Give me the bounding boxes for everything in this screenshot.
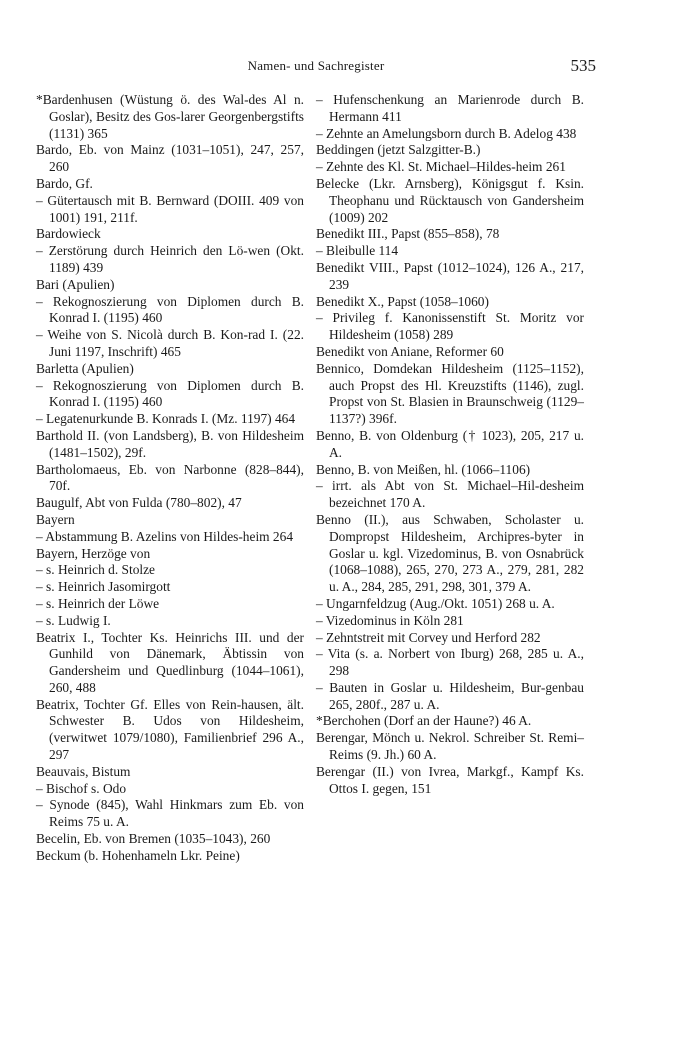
index-entry: Beatrix I., Tochter Ks. Heinrichs III. und der Gunhild von Dänemark, Äbtissin von Gandersheim und Quedlinburg (1044–1061), 260, 488	[36, 629, 304, 695]
index-entry: – s. Heinrich d. Stolze	[36, 562, 156, 578]
left-column	[36, 92, 304, 865]
index-entry: – Vizedominus in Köln 281	[316, 612, 464, 628]
index-entry: – Gütertausch mit B. Bernward (DOIII. 409 von 1001) 191, 211f.	[36, 192, 304, 225]
index-entry: Baugulf, Abt von Fulda (780–802), 47	[36, 495, 242, 511]
index-entry: Benno (II.), aus Schwaben, Scholaster u. Dompropst Hildesheim, Archipres-byter in Goslar u. kgl. Vizedominus, B. von Osnabrück (1068–1088), 265, 270, 273 A., 279, 281, 282 u. A., 284, 285, 291, 298, 301, 379 A.	[316, 511, 584, 595]
index-entry: Bennico, Domdekan Hildesheim (1125–1152), auch Propst des Hl. Kreuzstifts (1146), zugl. Propst von St. Blasien in Braunschweig (1129–1137?) 396f.	[316, 360, 584, 427]
index-entry: Benno, B. von Meißen, hl. (1066–1106)	[316, 461, 531, 477]
index-entry: – s. Ludwig I.	[36, 612, 111, 628]
index-entry: Bari (Apulien)	[36, 276, 115, 292]
index-entry: Berengar, Mönch u. Nekrol. Schreiber St. Remi–Reims (9. Jh.) 60 A.	[316, 730, 584, 763]
page-header	[36, 56, 596, 76]
index-entry: Bardowieck	[36, 226, 101, 242]
index-entry: Bayern, Herzöge von	[36, 545, 151, 561]
right-column	[316, 92, 584, 797]
index-entry: – Zehnte des Kl. St. Michael–Hildes-heim 261	[316, 159, 566, 175]
index-entry: Benedikt von Aniane, Reformer 60	[316, 343, 504, 359]
index-entry: – Abstammung B. Azelins von Hildes-heim 264	[36, 528, 294, 544]
index-entry: – Weihe von S. Nicolà durch B. Kon-rad I. (22. Juni 1197, Inschrift) 465	[36, 327, 304, 359]
index-entry: – Hufenschenkung an Marienrode durch B. Hermann 411	[316, 92, 584, 124]
index-entry: – irrt. als Abt von St. Michael–Hil-desheim bezeichnet 170 A.	[316, 478, 584, 511]
index-entry: – Bleibulle 114	[316, 243, 399, 259]
running-title: Namen- und Sachregister	[247, 58, 385, 73]
index-entry: Bardo, Eb. von Mainz (1031–1051), 247, 257, 260	[36, 142, 304, 175]
index-entry: – s. Heinrich der Löwe	[36, 595, 160, 611]
index-entry: – Ungarnfeldzug (Aug./Okt. 1051) 268 u. A.	[316, 595, 555, 611]
index-entry: *Bardenhusen (Wüstung ö. des Wal-des Al n. Goslar), Besitz des Gos-larer Georgenbergstifts (1131) 365	[36, 92, 304, 141]
index-entry: – s. Heinrich Jasomirgott	[36, 579, 171, 595]
index-entry: – Rekognoszierung von Diplomen durch B. Konrad I. (1195) 460	[36, 293, 304, 326]
index-entry: – Zehntstreit mit Corvey und Herford 282	[316, 629, 541, 645]
index-entry: Beatrix, Tochter Gf. Elles von Rein-hausen, ält. Schwester B. Udos von Hildesheim, (verwitwet 1079/1080), Familienbrief 296 A., 297	[36, 696, 304, 763]
index-entry: Belecke (Lkr. Arnsberg), Königsgut f. Ksin. Theophanu und Rücktausch von Gandersheim (1009) 202	[316, 175, 584, 225]
index-entry: Beddingen (jetzt Salzgitter-B.)	[316, 142, 481, 158]
index-entry: – Rekognoszierung von Diplomen durch B. Konrad I. (1195) 460	[36, 377, 304, 410]
index-entry: Becelin, Eb. von Bremen (1035–1043), 260	[36, 831, 271, 847]
index-entry: *Berchohen (Dorf an der Haune?) 46 A.	[316, 713, 532, 729]
index-entry: – Privileg f. Kanonissenstift St. Moritz vor Hildesheim (1058) 289	[316, 310, 584, 343]
index-entry: Benedikt VIII., Papst (1012–1024), 126 A., 217, 239	[316, 259, 584, 292]
index-entry: Berengar (II.) von Ivrea, Markgf., Kampf Ks. Ottos I. gegen, 151	[316, 763, 584, 796]
index-entry: Bartholomaeus, Eb. von Narbonne (828–844), 70f.	[36, 461, 304, 494]
index-entry: – Zehnte an Amelungsborn durch B. Adelog 438	[316, 125, 577, 141]
index-entry: – Bischof s. Odo	[36, 780, 127, 796]
index-entry: Barthold II. (von Landsberg), B. von Hildesheim (1481–1502), 29f.	[36, 427, 304, 460]
index-entry: Bayern	[36, 511, 75, 527]
index-entry: – Legatenurkunde B. Konrads I. (Mz. 1197) 464	[36, 411, 296, 427]
index-entry: Barletta (Apulien)	[36, 360, 134, 376]
index-entry: – Bauten in Goslar u. Hildesheim, Bur-genbau 265, 280f., 287 u. A.	[316, 679, 584, 712]
index-entry: – Synode (845), Wahl Hinkmars zum Eb. von Reims 75 u. A.	[36, 797, 304, 830]
index-entry: Benedikt III., Papst (855–858), 78	[316, 226, 500, 242]
index-entry: Benedikt X., Papst (1058–1060)	[316, 293, 489, 309]
page-number: 535	[570, 56, 596, 75]
index-entry: – Vita (s. a. Norbert von Iburg) 268, 285 u. A., 298	[316, 646, 584, 679]
index-entry: Benno, B. von Oldenburg († 1023), 205, 217 u. A.	[316, 427, 584, 460]
index-entry: Beauvais, Bistum	[36, 763, 131, 779]
index-entry: Beckum (b. Hohenhameln Lkr. Peine)	[36, 847, 240, 863]
index-entry: Bardo, Gf.	[36, 175, 93, 191]
index-entry: – Zerstörung durch Heinrich den Lö-wen (Okt. 1189) 439	[36, 243, 304, 275]
